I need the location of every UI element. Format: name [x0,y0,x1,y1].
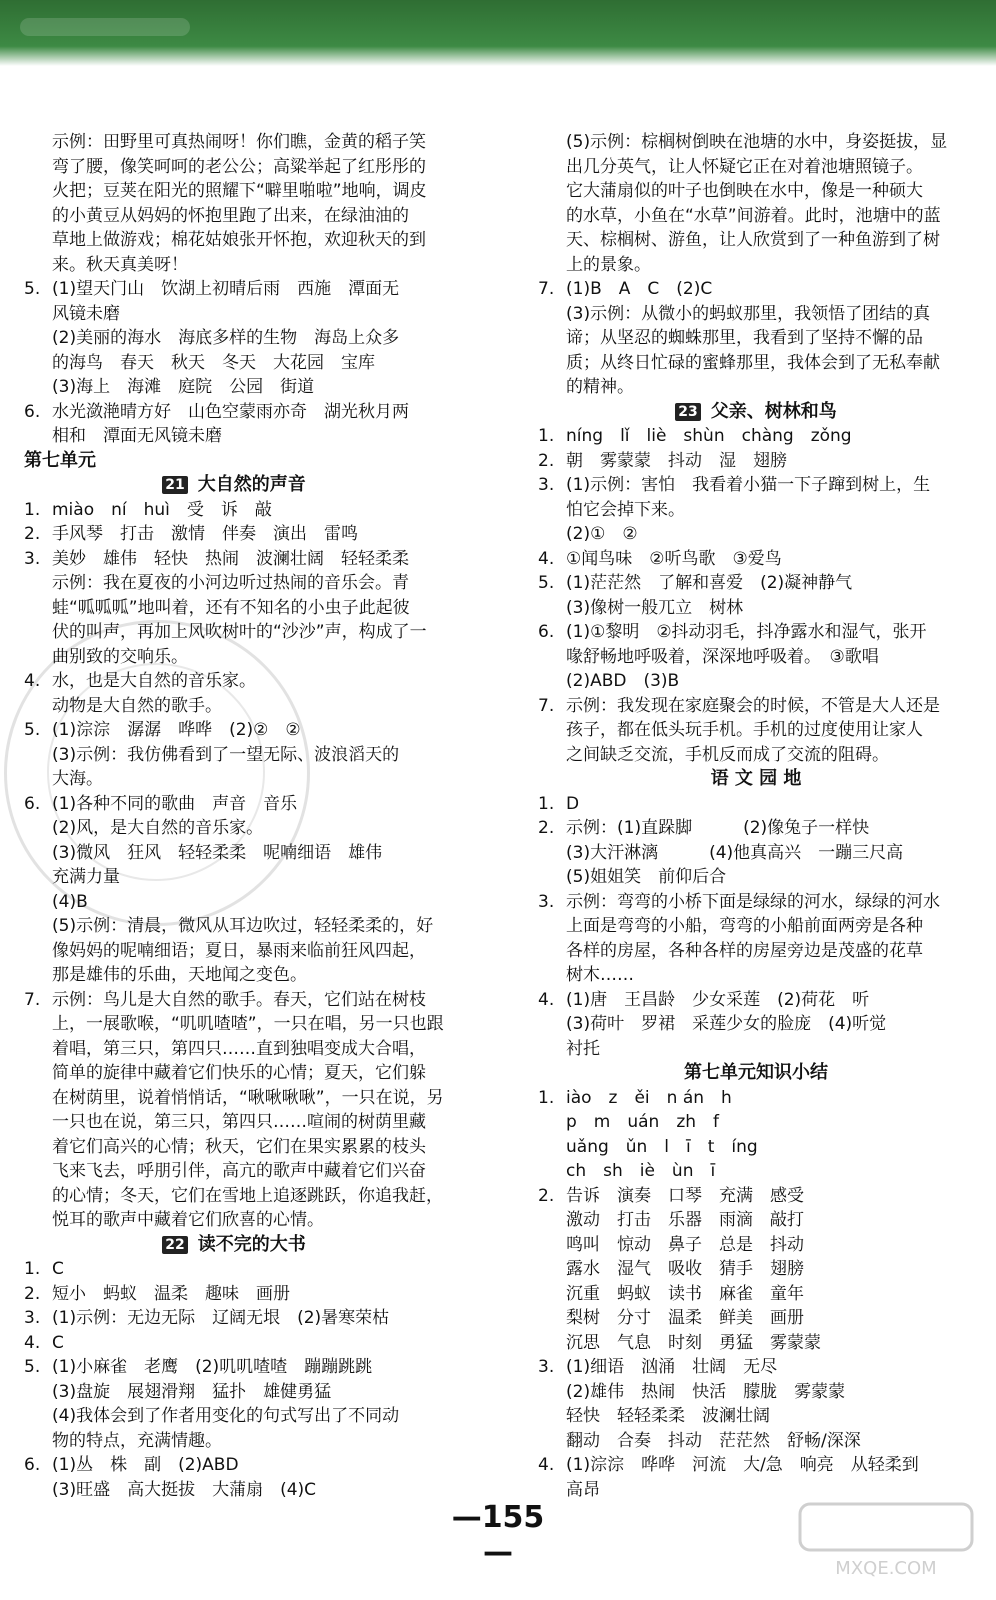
answer-continuation: 各样的房屋，各种各样的房屋旁边是茂盛的花草 [566,940,923,961]
answer-text: 示例：弯弯的小桥下面是绿绿的河水，绿绿的河水 [566,891,940,912]
answer-line [538,424,974,449]
answer-text: ①闻鸟味 ②听鸟歌 ③爱鸟 [566,548,782,569]
answer-line [538,694,974,719]
answer-text: (1)示例：无边无际 辽阔无垠 (2)暑寒荣枯 [52,1308,390,1328]
answer-continuation: 大海。 [52,769,103,789]
answer-continuation: (3)海上 海滩 庭院 公园 街道 [52,377,315,397]
answer-continuation: 相和 潭面无风镜未磨 [52,426,222,446]
question-number: 1. [24,499,41,520]
answer-line [538,1184,974,1209]
answer-line [24,522,444,547]
question-number: 7. [538,695,555,716]
answer-continuation: (3)荷叶 罗裙 采莲少女的脸庞 (4)听觉 [566,1014,887,1034]
answer-text: (1)淙淙 哗哗 河流 大/急 响亮 从轻柔到 [566,1455,919,1475]
answer-text: 朝 雾蒙蒙 抖动 湿 翅膀 [566,450,787,471]
answer-text: miào ní huì 受 诉 敲 [52,499,272,520]
answer-continuation: 来。秋天真美呀！ [52,254,188,275]
answer-continuation: (5)示例：棕榈树倒映在池塘的水中，身姿挺拔，显 [566,132,948,152]
answer-continuation: 之间缺乏交流，手机反而成了交流的阻碍。 [566,744,889,765]
answer-continuation: 沉重 蚂蚁 读书 麻雀 童年 [566,1283,804,1304]
question-number: 1. [538,793,555,814]
lesson-number-badge: 22 [162,1236,187,1254]
answer-continuation: (3)示例：我仿佛看到了一望无际、波浪滔天的 [52,744,400,765]
answer-line [538,620,974,645]
question-number: 5. [538,573,555,593]
question-number: 6. [538,622,555,642]
question-number: 2. [538,1185,555,1206]
question-number: 2. [538,818,555,838]
answer-continuation: 的小黄豆从妈妈的怀抱里跑了出来，在绿油油的 [52,205,409,226]
lesson-heading [538,400,974,425]
answer-continuation: 鸣叫 惊动 鼻子 总是 抖动 [566,1234,804,1255]
answer-continuation: 谛；从坚忍的蜘蛛那里，我看到了坚持不懈的品 [566,328,923,348]
answer-line [24,792,444,817]
question-number: 5. [24,1357,41,1377]
answer-continuation: 它大蒲扇似的叶子也倒映在水中，像是一种硕大 [566,181,923,201]
answer-continuation: 的海鸟 春天 秋天 冬天 大花园 宝库 [52,352,375,373]
question-number: 4. [24,671,41,691]
header-decoration [20,18,190,36]
answer-text: 示例：我发现在家庭聚会的时候，不管是大人还是 [566,695,940,716]
question-number: 2. [538,450,555,471]
unit-heading: 第七单元 [24,449,96,471]
answer-continuation: 激动 打击 乐器 雨滴 敲打 [566,1210,804,1230]
top-header-band [0,0,996,66]
answer-line [538,1355,974,1380]
answer-continuation: 着它们高兴的心情；秋天，它们在果实累累的枝头 [52,1136,426,1157]
answer-text: (1)淙淙 潺潺 哗哗 (2)② ② [52,720,301,740]
answer-continuation: 上面是弯弯的小船，弯弯的小船前面两旁是各种 [566,916,923,936]
question-number: 6. [24,793,41,814]
lesson-number-badge: 21 [162,476,187,494]
answer-continuation: 那是雄伟的乐曲，天地闻之变色。 [52,965,307,985]
answer-continuation: (3)微风 狂风 轻轻柔柔 呢喃细语 雄伟 [52,842,383,863]
question-number: 5. [24,279,41,299]
answer-continuation: 着唱，第三只，第四只……直到独唱变成大合唱， [52,1038,426,1059]
answer-continuation: 物的特点，充满情趣。 [52,1430,222,1451]
answer-line [24,1331,444,1356]
question-number: 7. [538,279,555,299]
answer-text: (1)①黎明 ②抖动羽毛，抖净露水和湿气，张开 [566,622,927,642]
question-number: 3. [538,891,555,912]
answer-text: iào z ěi n án h [566,1087,732,1108]
answer-text: 短小 蚂蚁 温柔 趣味 画册 [52,1283,290,1304]
answer-text: (1)各种不同的歌曲 声音 音乐 [52,793,298,814]
answer-text: (1)小麻雀 老鹰 (2)叽叽喳喳 蹦蹦跳跳 [52,1357,373,1377]
lesson-heading [24,473,444,498]
answer-continuation: (4)我体会到了作者用变化的句式写出了不同动 [52,1406,400,1426]
answer-continuation: 弯了腰，像笑呵呵的老公公；高粱举起了红彤彤的 [52,156,426,177]
question-number: 2. [24,524,41,544]
answer-line [538,547,974,572]
answer-continuation: uǎng ǔn l ī t íng [566,1136,758,1157]
question-number: 1. [538,1087,555,1108]
answer-text: (1)唐 王昌龄 少女采莲 (2)荷花 听 [566,989,870,1010]
watermark-text: MXQE.COM [835,1558,937,1579]
answer-continuation: 示例：田野里可真热闹呀！你们瞧，金黄的稻子笑 [52,132,426,152]
answer-continuation: (3)大汗淋漓 (4)他真高兴 一蹦三尺高 [566,842,904,863]
answer-continuation: 一只也在说，第三只，第四只……喧闹的树荫里藏 [52,1112,426,1132]
answer-continuation: 沉思 气息 时刻 勇猛 雾蒙蒙 [566,1332,821,1353]
answer-continuation: (5)示例：清晨，微风从耳边吹过，轻轻柔柔的，好 [52,916,434,936]
question-number: 5. [24,720,41,740]
question-number: 4. [538,1455,555,1475]
answer-continuation: 树木…… [566,965,634,985]
answer-continuation: 蛙“呱呱呱”地叫着，还有不知名的小虫子此起彼 [52,597,410,618]
answer-continuation: 喙舒畅地呼吸着，深深地呼吸着。 ③歌唱 [566,646,879,667]
answer-continuation: 高昂 [566,1479,600,1500]
section-title: 语 文 园 地 [710,768,802,789]
answer-continuation: 的水草，小鱼在“水草”间游着。此时，池塘中的蓝 [566,205,941,226]
answer-line [538,473,974,498]
answer-continuation: 衬托 [566,1038,600,1059]
answer-continuation: 简单的旋律中藏着它们快乐的心情；夏天，它们躲 [52,1063,426,1083]
answer-continuation: (3)示例：从微小的蚂蚁那里，我领悟了团结的真 [566,303,931,324]
answer-continuation: (4)B [52,891,88,912]
answer-continuation: (2)① ② [566,524,638,544]
answer-continuation: 草地上做游戏；棉花姑娘张开怀抱，欢迎秋天的到 [52,230,426,250]
answer-text: 手风琴 打击 激情 伴奏 演出 雷鸣 [52,524,358,544]
answer-text: (1)丛 株 副 (2)ABD [52,1455,239,1475]
answer-continuation: 梨树 分寸 温柔 鲜美 画册 [566,1308,804,1328]
lesson-title: 大自然的声音 [197,474,306,495]
site-logo-watermark [796,1500,976,1584]
answer-continuation: 怕它会掉下来。 [566,499,685,520]
answer-line [538,1453,974,1478]
answer-continuation: 风镜未磨 [52,303,120,324]
answer-continuation: 翻动 合奏 抖动 茫茫然 舒畅/深深 [566,1430,861,1451]
answer-text: (1)示例：害怕 我看着小猫一下子蹿到树上，生 [566,475,931,495]
answer-line [24,1257,444,1282]
section-title: 第七单元知识小结 [684,1062,828,1083]
lesson-title: 父亲、树林和鸟 [710,400,837,422]
answer-line [538,449,974,474]
answer-text: C [52,1259,64,1279]
answer-continuation: (2)风，是大自然的音乐家。 [52,818,264,838]
answer-text: (1)B A C (2)C [566,279,713,299]
question-number: 1. [24,1259,41,1279]
answer-line [538,1086,974,1111]
left-answer-column [24,130,444,1502]
answer-line [24,1355,444,1380]
answer-continuation: (3)像树一般兀立 树林 [566,597,744,618]
question-number: 3. [538,1357,555,1377]
answer-text: (1)望天门山 饮湖上初晴后雨 西施 潭面无 [52,279,400,299]
answer-continuation: 的心情；冬天，它们在雪地上追逐跳跃，你追我赶， [52,1185,443,1206]
answer-text: 美妙 雄伟 轻快 热闹 波澜壮阔 轻轻柔柔 [52,548,409,569]
answer-line [538,277,974,302]
answer-line [24,1282,444,1307]
question-number: 3. [538,475,555,495]
answer-continuation: p m uán zh f [566,1112,719,1132]
question-number: 7. [24,989,41,1010]
answer-text: D [566,793,580,814]
answer-continuation: (5)姐姐笑 前仰后合 [566,867,727,887]
answer-continuation: ch sh iè ùn ī [566,1161,716,1181]
question-number: 3. [24,1308,41,1328]
answer-line [24,277,444,302]
answer-text: 水，也是大自然的音乐家。 [52,671,256,691]
answer-line [24,1453,444,1478]
answer-continuation: 孩子，都在低头玩手机。手机的过度使用让家人 [566,720,923,740]
answer-continuation: 的精神。 [566,377,634,397]
answer-continuation: 上的景象。 [566,254,651,275]
answer-continuation: 充满力量 [52,867,120,887]
page-number: —155 — [451,1500,545,1570]
answer-line [538,890,974,915]
answer-continuation: 飞来飞去，呼朋引伴，高亢的歌声中藏着它们兴奋 [52,1161,426,1181]
answer-continuation: 天、棕榈树、游鱼，让人欣赏到了一种鱼游到了树 [566,230,940,250]
answer-line [24,547,444,572]
answer-text: (1)细语 汹涌 壮阔 无尽 [566,1357,778,1377]
answer-continuation: 曲别致的交响乐。 [52,646,188,667]
answer-continuation: 在树荫里，说着悄悄话，“啾啾啾啾”，一只在说，另 [52,1087,444,1108]
answer-line [538,816,974,841]
answer-text: 告诉 演奏 口琴 充满 感受 [566,1185,804,1206]
answer-continuation: 像妈妈的呢喃细语；夏日，暴雨来临前狂风四起， [52,940,426,961]
answer-line [538,792,974,817]
question-number: 4. [24,1332,41,1353]
answer-continuation: (3)盘旋 展翅滑翔 猛扑 雄健勇猛 [52,1381,332,1402]
answer-line [538,571,974,596]
lesson-title: 读不完的大书 [197,1233,306,1255]
question-number: 1. [538,426,555,446]
question-number: 6. [24,401,41,422]
answer-line [24,718,444,743]
answer-text: 示例：鸟儿是大自然的歌手。春天，它们站在树枝 [52,989,426,1010]
answer-continuation: (2)雄伟 热闹 快活 朦胧 雾蒙蒙 [566,1381,846,1402]
answer-text: 水光潋滟晴方好 山色空蒙雨亦奇 湖光秋月两 [52,401,409,422]
right-answer-column [538,130,974,1502]
question-number: 6. [24,1455,41,1475]
answer-continuation: 示例：我在夏夜的小河边听过热闹的音乐会。青 [52,573,409,593]
answer-line [24,669,444,694]
answer-continuation: (2)ABD (3)B [566,671,680,691]
answer-continuation: 轻快 轻轻柔柔 波澜壮阔 [566,1406,770,1426]
answer-continuation: 上，一展歌喉，“叽叽喳喳”，一只在唱，另一只也跟 [52,1014,444,1034]
answer-line [24,988,444,1013]
answer-continuation: (3)旺盛 高大挺拔 大蒲扇 (4)C [52,1479,317,1500]
answer-continuation: 悦耳的歌声中藏着它们欣喜的心情。 [52,1210,324,1230]
answer-line [24,498,444,523]
lesson-heading [24,1233,444,1258]
answer-line [24,400,444,425]
answer-continuation: 火把；豆荚在阳光的照耀下“噼里啪啦”地响，调皮 [52,181,427,201]
question-number: 4. [538,989,555,1010]
answer-text: C [52,1332,64,1353]
answer-line [538,988,974,1013]
answer-continuation: 动物是大自然的歌手。 [52,695,222,716]
answer-text: níng lǐ liè shùn chàng zǒng [566,426,852,446]
answer-continuation: 露水 湿气 吸收 猜手 翅膀 [566,1259,804,1279]
answer-continuation: 出几分英气，让人怀疑它正在对着池塘照镜子。 [566,156,923,177]
question-number: 2. [24,1283,41,1304]
answer-continuation: 伏的叫声，再加上风吹树叶的“沙沙”声，构成了一 [52,622,427,642]
question-number: 4. [538,548,555,569]
lesson-number-badge: 23 [675,403,700,421]
question-number: 3. [24,548,41,569]
answer-line [24,1306,444,1331]
answer-continuation: (2)美丽的海水 海底多样的生物 海岛上众多 [52,328,400,348]
answer-continuation: 质；从终日忙碌的蜜蜂那里，我体会到了无私奉献 [566,352,940,373]
answer-text: (1)茫茫然 了解和喜爱 (2)凝神静气 [566,573,853,593]
answer-text: 示例：(1)直跺脚 (2)像兔子一样快 [566,818,870,838]
